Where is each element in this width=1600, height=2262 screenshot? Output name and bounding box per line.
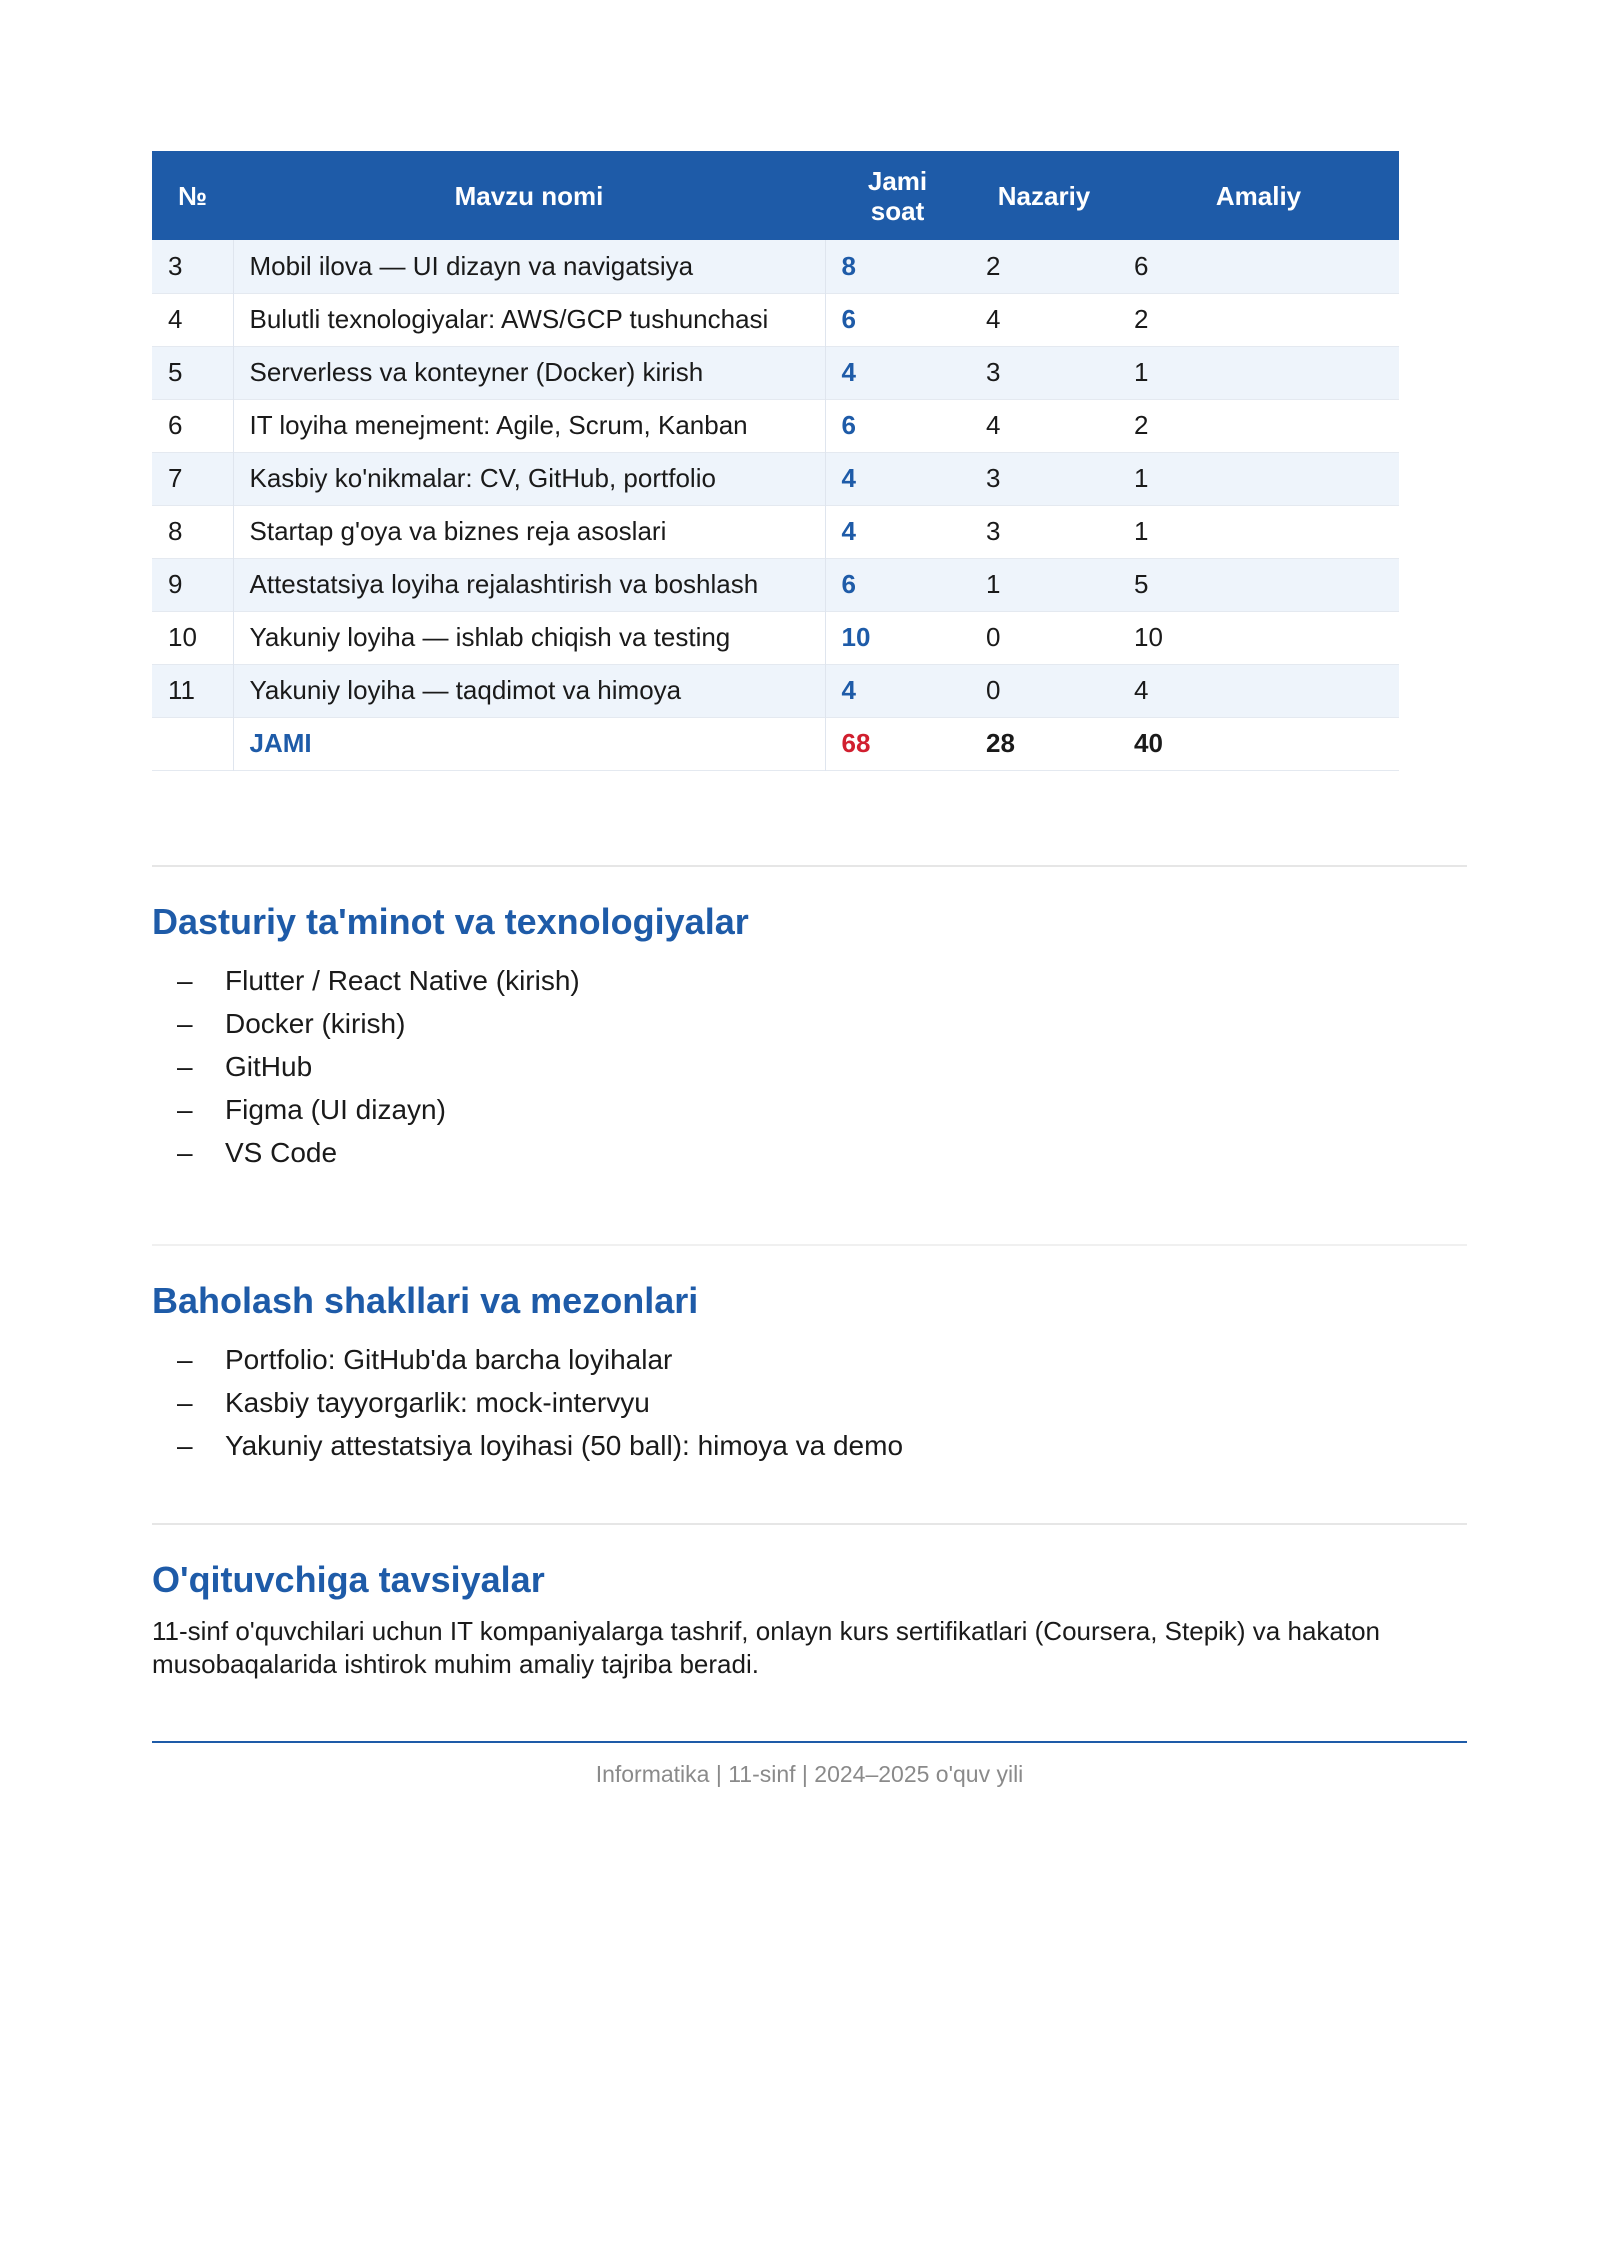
row-topic: Yakuniy loyiha — ishlab chiqish va testing xyxy=(233,611,825,664)
header-total xyxy=(825,151,970,240)
row-num: 4 xyxy=(152,293,233,346)
total-row-total-hours: 68 xyxy=(825,717,970,770)
total-row-label: JAMI xyxy=(233,717,825,770)
row-theory-hours: 0 xyxy=(970,664,1118,717)
row-practice-hours: 1 xyxy=(1118,505,1399,558)
recommendations-section xyxy=(152,1559,1467,1681)
topics-table xyxy=(152,151,1399,771)
list-item xyxy=(152,1131,1467,1174)
table-row xyxy=(152,452,1399,505)
row-total-hours: 6 xyxy=(825,558,970,611)
section-divider xyxy=(152,1244,1467,1246)
row-num: 6 xyxy=(152,399,233,452)
header-total-line2: soat xyxy=(870,195,925,226)
dash-marker: – xyxy=(177,1386,193,1418)
table-row xyxy=(152,611,1399,664)
list-item-text: Flutter / React Native (kirish) xyxy=(225,964,580,996)
list-item-text: Figma (UI dizayn) xyxy=(225,1093,446,1125)
row-total-hours: 4 xyxy=(825,664,970,717)
header-name: Mavzu nomi xyxy=(233,151,825,240)
total-row-practice-hours: 40 xyxy=(1118,717,1399,770)
row-topic: Startap g'oya va biznes reja asoslari xyxy=(233,505,825,558)
dash-marker: – xyxy=(177,1050,193,1082)
row-total-hours: 6 xyxy=(825,399,970,452)
assessment-list xyxy=(152,1338,1467,1467)
list-item-text: VS Code xyxy=(225,1136,338,1168)
row-total-hours: 4 xyxy=(825,452,970,505)
row-num: 9 xyxy=(152,558,233,611)
row-theory-hours: 1 xyxy=(970,558,1118,611)
row-practice-hours: 5 xyxy=(1118,558,1399,611)
table-total-row xyxy=(152,717,1399,770)
software-section-title: Dasturiy ta'minot va texnologiyalar xyxy=(152,900,749,942)
list-item-text: Docker (kirish) xyxy=(225,1007,406,1039)
row-topic: Bulutli texnologiyalar: AWS/GCP tushunchasi xyxy=(233,293,825,346)
dash-marker: – xyxy=(177,1343,193,1375)
document-page xyxy=(152,151,1467,1788)
row-num: 8 xyxy=(152,505,233,558)
list-item xyxy=(152,1045,1467,1088)
row-topic: Serverless va konteyner (Docker) kirish xyxy=(233,346,825,399)
table-row xyxy=(152,558,1399,611)
row-theory-hours: 0 xyxy=(970,611,1118,664)
header-theory: Nazariy xyxy=(970,151,1118,240)
recommendations-section-title: O'qituvchiga tavsiyalar xyxy=(152,1558,545,1600)
list-item xyxy=(152,1002,1467,1045)
list-item-text: Yakuniy attestatsiya loyihasi (50 ball): himoya va demo xyxy=(225,1429,904,1461)
row-topic: Attestatsiya loyiha rejalashtirish va boshlash xyxy=(233,558,825,611)
software-section xyxy=(152,901,1467,1174)
assessment-section-title: Baholash shakllari va mezonlari xyxy=(152,1279,699,1321)
row-num: 10 xyxy=(152,611,233,664)
section-divider xyxy=(152,865,1467,867)
row-num: 11 xyxy=(152,664,233,717)
table-header-row xyxy=(152,151,1399,240)
row-theory-hours: 3 xyxy=(970,505,1118,558)
row-total-hours: 4 xyxy=(825,346,970,399)
row-num: 5 xyxy=(152,346,233,399)
page-footer: Informatika | 11-sinf | 2024–2025 o'quv yili xyxy=(595,1760,1024,1787)
header-practice: Amaliy xyxy=(1118,151,1399,240)
list-item xyxy=(152,959,1467,1002)
dash-marker: – xyxy=(177,1093,193,1125)
dash-marker: – xyxy=(177,1429,193,1461)
dash-marker: – xyxy=(177,964,193,996)
header-num: № xyxy=(152,151,233,240)
row-num: 3 xyxy=(152,240,233,293)
footer-divider xyxy=(152,1741,1467,1743)
table-row xyxy=(152,346,1399,399)
row-topic: IT loyiha menejment: Agile, Scrum, Kanban xyxy=(233,399,825,452)
list-item-text: Portfolio: GitHub'da barcha loyihalar xyxy=(225,1343,673,1375)
assessment-section xyxy=(152,1280,1467,1467)
recommendations-text: 11-sinf o'quvchilari uchun IT kompaniyalarga tashrif, onlayn kurs sertifikatlari (Coursera, Stepik) va hakaton musobaqalarida ishtirok muhim amaliy tajriba beradi. xyxy=(152,1615,1381,1679)
list-item xyxy=(152,1088,1467,1131)
row-theory-hours: 4 xyxy=(970,293,1118,346)
row-topic: Yakuniy loyiha — taqdimot va himoya xyxy=(233,664,825,717)
row-theory-hours: 3 xyxy=(970,346,1118,399)
list-item xyxy=(152,1381,1467,1424)
section-divider xyxy=(152,1523,1467,1525)
total-row-num xyxy=(152,717,233,770)
row-practice-hours: 4 xyxy=(1118,664,1399,717)
list-item-text: GitHub xyxy=(225,1050,313,1082)
row-num: 7 xyxy=(152,452,233,505)
list-item xyxy=(152,1424,1467,1467)
row-total-hours: 10 xyxy=(825,611,970,664)
row-topic: Kasbiy ko'nikmalar: CV, GitHub, portfolio xyxy=(233,452,825,505)
dash-marker: – xyxy=(177,1007,193,1039)
row-topic: Mobil ilova — UI dizayn va navigatsiya xyxy=(233,240,825,293)
list-item-text: Kasbiy tayyorgarlik: mock-intervyu xyxy=(225,1386,650,1418)
row-practice-hours: 6 xyxy=(1118,240,1399,293)
table-row xyxy=(152,664,1399,717)
row-practice-hours: 2 xyxy=(1118,399,1399,452)
table-row xyxy=(152,399,1399,452)
row-theory-hours: 3 xyxy=(970,452,1118,505)
dash-marker: – xyxy=(177,1136,193,1168)
table-row xyxy=(152,240,1399,293)
row-practice-hours: 10 xyxy=(1118,611,1399,664)
row-theory-hours: 4 xyxy=(970,399,1118,452)
software-list xyxy=(152,959,1467,1174)
row-practice-hours: 1 xyxy=(1118,346,1399,399)
row-total-hours: 6 xyxy=(825,293,970,346)
table-row xyxy=(152,293,1399,346)
row-total-hours: 4 xyxy=(825,505,970,558)
total-row-theory-hours: 28 xyxy=(970,717,1118,770)
table-row xyxy=(152,505,1399,558)
row-theory-hours: 2 xyxy=(970,240,1118,293)
row-practice-hours: 1 xyxy=(1118,452,1399,505)
row-total-hours: 8 xyxy=(825,240,970,293)
list-item xyxy=(152,1338,1467,1381)
header-total-line1: Jami xyxy=(867,165,928,196)
row-practice-hours: 2 xyxy=(1118,293,1399,346)
